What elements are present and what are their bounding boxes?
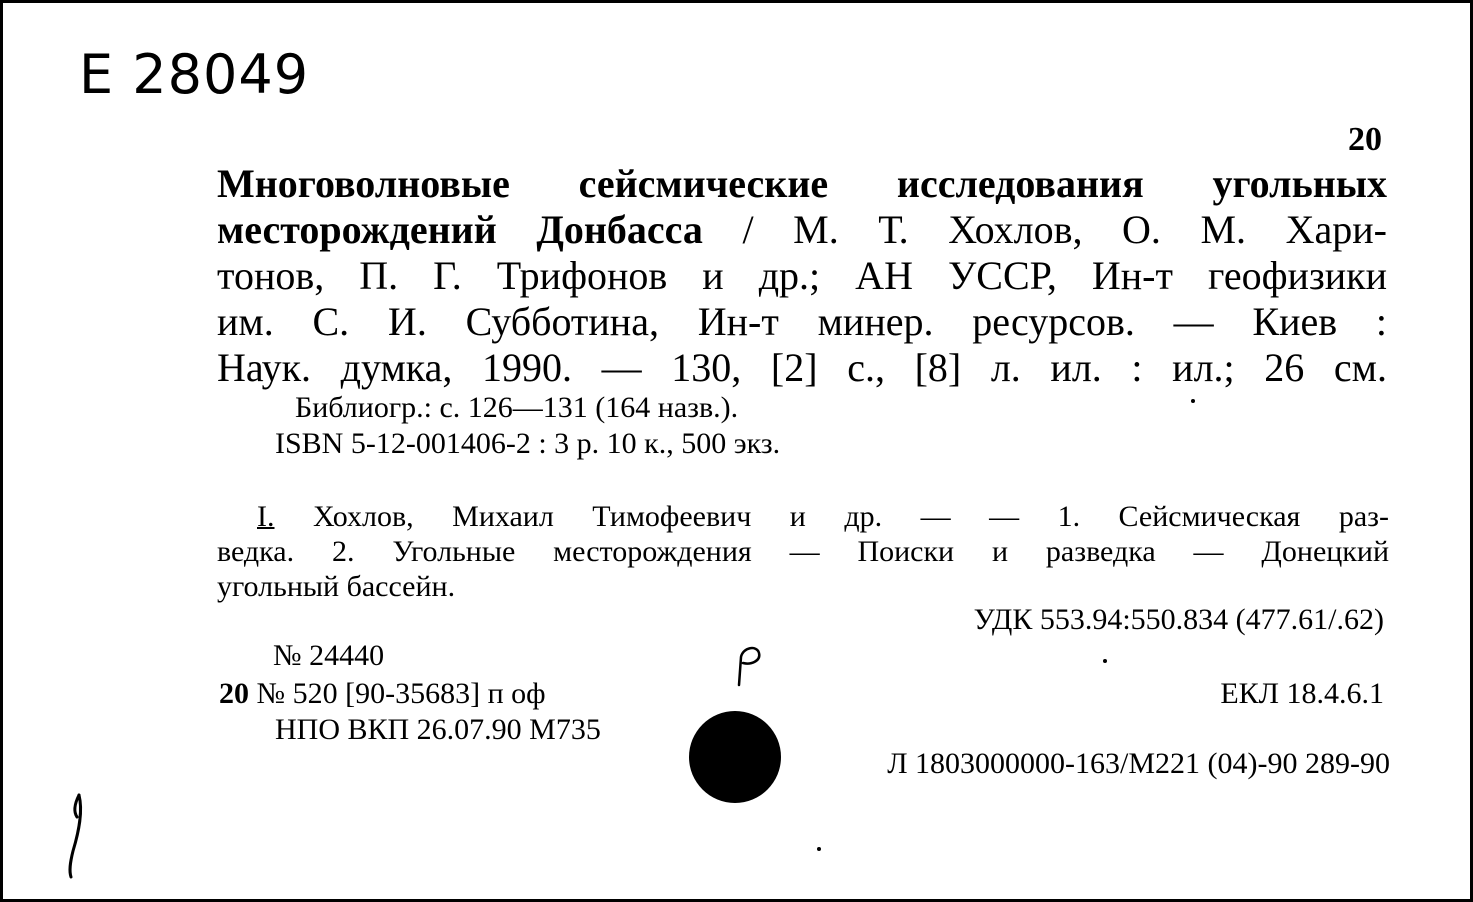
speck [1103,659,1107,663]
punch-hole-mark [689,711,781,803]
handwritten-margin-icon [61,791,91,881]
roman-numeral: I. [257,500,275,533]
subject-block [217,499,1389,604]
subject-line: угольный бассейн. [217,570,456,603]
code-line: Л 1803000000-163/М221 (04)-90 289-90 [887,747,1390,780]
speck [1191,399,1195,403]
npo-line: НПО ВКП 26.07.90 М735 [275,713,601,746]
isbn-line: ISBN 5-12-001406-2 : 3 р. 10 к., 500 экз. [275,427,781,460]
udk-line: УДК 553.94:550.834 (477.61/.62) [973,603,1384,636]
title-line: тонов, П. Г. Трифонов и др.; АН УССР, Ин-т геофизики [217,253,1387,298]
speck [817,847,821,851]
subject-line: I. Хохлов, Михаил Тимофеевич и др. — — 1. Сейсмическая раз- [217,499,1389,534]
ekl-line: ЕКЛ 18.4.6.1 [1220,677,1384,710]
call-number: Е 28049 [79,43,310,106]
top-number: 20 [1348,121,1382,158]
order-line: 20 № 520 [90-35683] п оф [219,677,546,710]
handwritten-mark-icon [731,639,771,689]
title-block [217,161,1387,391]
title-line: Наук. думка, 1990. — 130, [2] с., [8] л. ил. : ил.; 26 см. [217,345,1387,390]
title-line: им. С. И. Субботина, Ин-т минер. ресурсов. — Киев : [217,299,1387,344]
accession-number: № 24440 [273,639,385,672]
title-line: Многоволновые сейсмические исследования угольных [217,161,1387,206]
subject-line: ведка. 2. Угольные месторождения — Поиски и разведка — Донецкий [217,535,1389,568]
bibliography-note: Библиогр.: с. 126—131 (164 назв.). [295,391,739,424]
title-line: месторождений Донбасса / М. Т. Хохлов, О. М. Хари- [217,207,1387,252]
